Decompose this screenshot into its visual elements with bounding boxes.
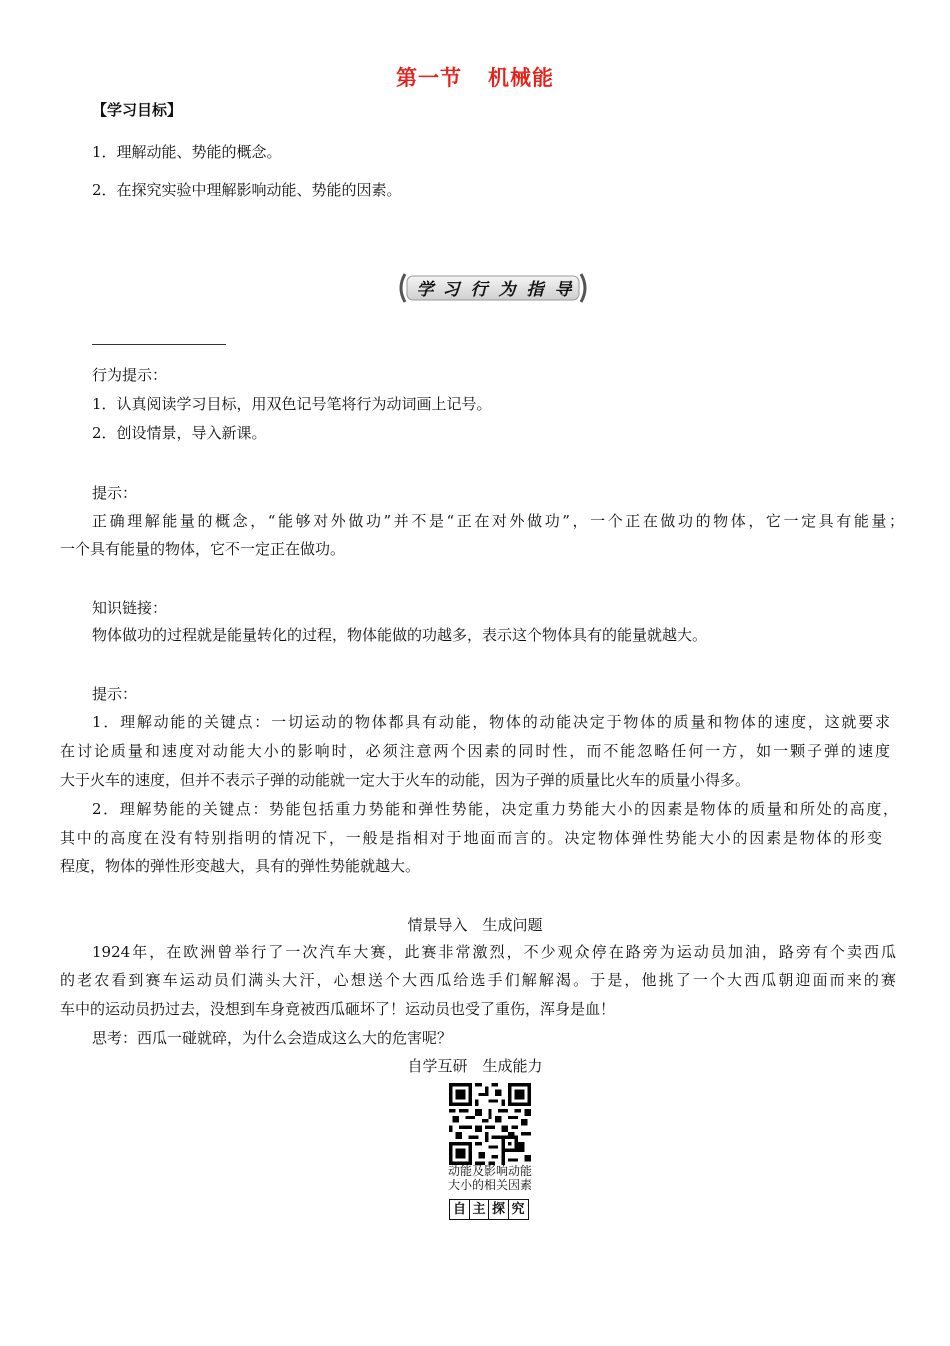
self-study-heading: 自学互研 生成能力 xyxy=(407,1057,543,1075)
objective-item-1: 1．理解动能、势能的概念。 xyxy=(92,143,282,161)
divider-rule xyxy=(92,344,226,345)
banner-char: 习 xyxy=(442,280,460,300)
study-guide-banner xyxy=(395,268,591,308)
tip-text-line: 2．理解势能的关键点：势能包括重力势能和弹性势能，决定重力势能大小的因素是物体的质量和所处的高度， xyxy=(92,800,898,818)
tip-text-line: 其中的高度在没有特别指明的情况下，一般是指相对于地面而言的。决定物体弹性势能大小的因素是物体的形变 xyxy=(60,829,882,847)
banner-char: 指 xyxy=(526,280,544,300)
banner-char: 学 xyxy=(416,280,434,300)
tip-text-line: 在讨论质量和速度对动能大小的影响时，必须注意两个因素的同时性，而不能忽略任何一方，如一颗子弹的速度 xyxy=(60,742,890,760)
title-topic: 机械能 xyxy=(488,66,554,90)
banner-char: 导 xyxy=(554,280,572,300)
tip-label: 提示： xyxy=(92,685,138,703)
scenario-text-line: 的老农看到赛车运动员们满头大汗，心想送个大西瓜给选手们解解渴。于是，他挑了一个大西瓜朝迎面而来的赛 xyxy=(60,971,896,989)
scenario-text-line: 车中的运动员扔过去，没想到车身竟被西瓜砸坏了！运动员也受了重伤，浑身是血！ xyxy=(60,1000,616,1018)
scenario-text-line: 1924年，在欧洲曾举行了一次汽车大赛，此赛非常激烈，不少观众停在路旁为运动员加油，路旁有个卖西瓜 xyxy=(92,943,896,961)
behavior-tip-1: 1．认真阅读学习目标，用双色记号笔将行为动词画上记号。 xyxy=(92,395,492,413)
banner-char: 为 xyxy=(498,280,516,300)
qr-code[interactable] xyxy=(449,1083,531,1165)
boxed-char: 自 xyxy=(449,1199,470,1220)
page-title xyxy=(0,68,950,88)
title-section: 第一节 xyxy=(396,66,462,90)
tip-label: 提示： xyxy=(92,484,138,502)
qr-caption-line: 大小的相关因素 xyxy=(447,1178,532,1192)
banner-char: 行 xyxy=(470,280,488,300)
behavior-tip-2: 2．创设情景，导入新课。 xyxy=(92,424,267,442)
objective-item-2: 2．在探究实验中理解影响动能、势能的因素。 xyxy=(92,181,402,199)
boxed-char: 主 xyxy=(469,1199,490,1220)
tip-text-line: 程度，物体的弹性形变越大，具有的弹性势能就越大。 xyxy=(60,857,421,875)
boxed-char: 究 xyxy=(508,1199,529,1220)
tip-text-line: 一个具有能量的物体，它不一定正在做功。 xyxy=(60,540,346,558)
objectives-header: 【学习目标】 xyxy=(92,101,183,119)
tip-text-line: 正确理解能量的概念，“能够对外做功”并不是“正在对外做功”，一个正在做功的物体，它一定具有能量； xyxy=(92,512,904,530)
scenario-question: 思考：西瓜一碰就碎，为什么会造成这么大的危害呢？ xyxy=(92,1029,453,1047)
scenario-heading: 情景导入 生成问题 xyxy=(407,916,543,934)
knowledge-link-text: 物体做功的过程就是能量转化的过程，物体能做的功越多，表示这个物体具有的能量就越大。 xyxy=(92,626,708,644)
tip-text-line: 大于火车的速度，但并不表示子弹的动能就一定大于火车的动能，因为子弹的质量比火车的质量小得多。 xyxy=(60,771,751,789)
banner-left-bracket xyxy=(401,274,405,302)
tip-text-line: 1．理解动能的关键点：一切运动的物体都具有动能，物体的动能决定于物体的质量和物体的速度，这就要求 xyxy=(92,713,890,731)
qr-caption-line: 动能及影响动能 xyxy=(447,1164,532,1178)
banner-right-bracket xyxy=(581,274,585,302)
knowledge-link-label: 知识链接： xyxy=(92,599,168,617)
boxed-char: 探 xyxy=(488,1199,509,1220)
self-explore-label xyxy=(449,1199,527,1221)
behavior-tips-label: 行为提示： xyxy=(92,366,168,384)
